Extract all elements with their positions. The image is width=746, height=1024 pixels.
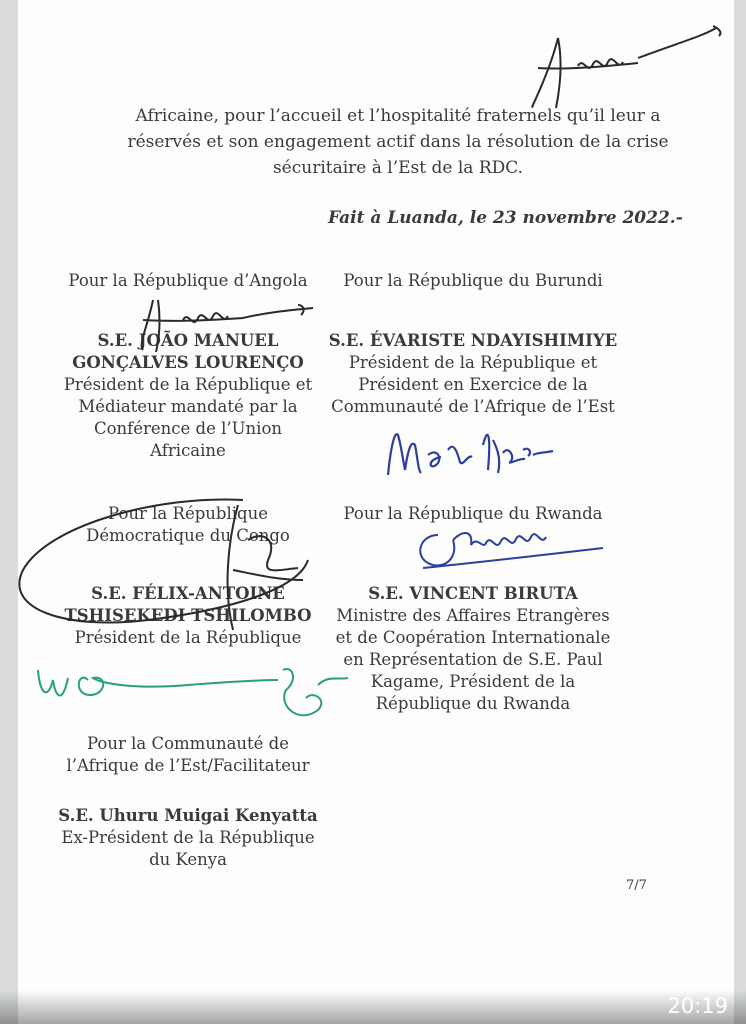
burundi-title-line: Président en Exercice de la (358, 375, 588, 394)
burundi-title-line: Président de la République et (348, 353, 598, 372)
burundi-signature (373, 415, 573, 490)
burundi-pour: Pour la République du Burundi (343, 271, 603, 290)
fait-line: Fait à Luanda, le 23 novembre 2022.- (328, 208, 683, 228)
angola-pour: Pour la République d’Angola (68, 271, 308, 290)
eac-name: S.E. Uhuru Muigai Kenyatta (58, 806, 318, 825)
eac-title-line: Ex-Président de la République (61, 828, 315, 847)
rwanda-title-line: République du Rwanda (375, 694, 571, 713)
rwanda-title-line: Kagame, Président de la (370, 672, 576, 691)
angola-title-line: Président de la République et (63, 375, 313, 394)
angola-name-line: S.E. JOÃO MANUEL (97, 331, 279, 350)
angola-title-line: Conférence de l’Union (93, 419, 283, 438)
page-number: 7/7 (626, 878, 647, 893)
intro-line: réservés et son engagement actif dans la résolution de la crise (127, 132, 669, 152)
rdc-title: Président de la République (74, 628, 302, 647)
eac-pour-line: l’Afrique de l’Est/Facilitateur (66, 756, 310, 775)
eac-block (58, 733, 318, 871)
rdc-pour-line: Pour la République (108, 504, 268, 523)
rwanda-title-line: Ministre des Affaires Etrangères (336, 606, 610, 625)
intro-paragraph (118, 103, 678, 181)
angola-title-line: Africaine (150, 441, 226, 460)
rwanda-title-line: et de Coopération Internationale (335, 628, 611, 647)
rdc-name-line: S.E. FÉLIX-ANTOINE (91, 584, 285, 603)
clock-time: 20:19 (667, 994, 728, 1018)
rwanda-block (323, 503, 623, 715)
intro-line: sécuritaire à l’Est de la RDC. (272, 158, 524, 178)
burundi-title-line: Communauté de l’Afrique de l’Est (331, 397, 615, 416)
rwanda-name: S.E. VINCENT BIRUTA (368, 584, 578, 603)
rwanda-pour: Pour la République du Rwanda (343, 504, 603, 523)
rwanda-title-line: en Représentation de S.E. Paul (343, 650, 603, 669)
rdc-name-line: TSHISEKEDI TSHILOMBO (64, 606, 312, 625)
burundi-block (323, 270, 623, 418)
angola-title-line: Médiateur mandaté par la (78, 397, 298, 416)
rdc-pour-line: Démocratique du Congo (86, 526, 290, 545)
status-bar (0, 990, 746, 1024)
rdc-block (58, 503, 318, 649)
burundi-name: S.E. ÉVARISTE NDAYISHIMIYE (328, 331, 618, 350)
angola-block (58, 270, 318, 462)
document-page (18, 0, 734, 1024)
eac-pour-line: Pour la Communauté de (86, 734, 290, 753)
eac-signature (28, 650, 358, 730)
intro-line: Africaine, pour l’accueil et l’hospitalité fraternels qu’il leur a (135, 106, 661, 126)
eac-title-line: du Kenya (149, 850, 227, 869)
angola-name-line: GONÇALVES LOURENÇO (72, 353, 304, 372)
